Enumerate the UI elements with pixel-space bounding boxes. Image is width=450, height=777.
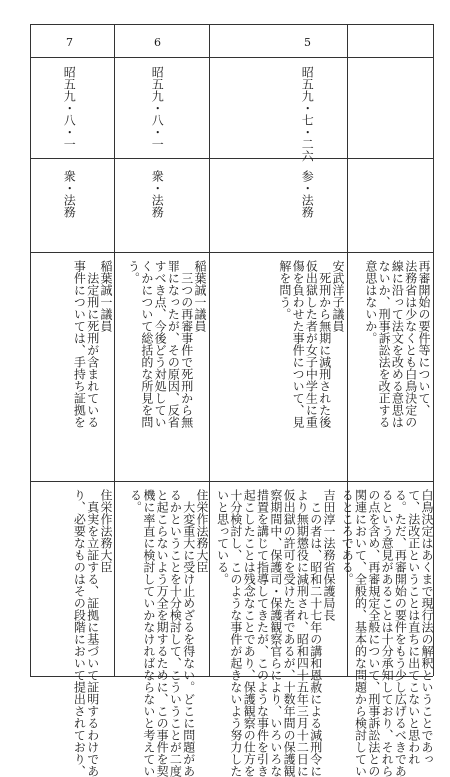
entry-number-6: 6 xyxy=(154,36,161,49)
entry-house-6: 衆・法務 xyxy=(150,170,165,218)
answer-entry-7: 住栄作法務大臣 真実を立証する、証拠に基づいて証明するわけであ り、必要なものはその段階において提出されており、 xyxy=(72,489,113,777)
row-divider-houses xyxy=(30,252,433,253)
answer-entry-6: 住栄作法務大臣 大変重大に受け止めざるを得ない。どこに問題があ るかということを十分検討して、こういうことが二度 と起こらないよう万全を期するために、この事件を契 機に率直に検討していかなければならないと考えてい る。 xyxy=(128,489,209,777)
question-entry-7: 稲葉誠一議員 法定刑に死刑が含まれている 事件については、手持ち証拠を xyxy=(72,260,113,428)
entry-house-7: 衆・法務 xyxy=(62,170,77,218)
question-entry-5: 安武洋子議員 死刑から無期に減刑された後 仮出獄した者が女子中学生に重 傷を負わせた事件について、見 解を問う。 xyxy=(277,260,345,428)
row-divider-dates xyxy=(30,158,433,159)
entry-date-7: 昭五九・八・一 xyxy=(62,66,77,150)
top-rule xyxy=(30,24,433,25)
answer-continued-from-previous: 白鳥決定はあくまで現行法の解釈ということであっ て、法改正ということは直ちに出てこないと思われ る。ただ、再審開始の要件をもう少し広げるべきであ るという意見があることは十分承知しており、それら の点を含め、再審規定全般について、刑事訴訟法との 関連において、全般的、基本的な問題から検討してい るところである。 xyxy=(340,489,434,777)
entry-number-7: 7 xyxy=(66,36,73,49)
column-divider-7-6 xyxy=(114,24,115,676)
entry-number-5: 5 xyxy=(304,36,311,49)
column-divider-6-5 xyxy=(209,24,210,676)
question-entry-6: 稲葉誠一議員 三つの再審事件で死刑から無 罪になったが、その原因、反省 すべき点、今後どう対処してい くかについて総括的な所見を問 う。 xyxy=(126,260,207,428)
column-divider-left xyxy=(30,24,31,676)
answer-entry-5: 吉田淳一法務省保護局長 この者は、昭和二十七年の講和恩赦による減刑令に より無期懲役に減刑され、昭和四十五年三月十二日に 仮出獄の許可を受けた者であるが、十数年間の保護観 察期間中、保護司・保護観察官らにより、いろいろな 措置を講じて指導してきたが、このような事件を引き 起こしたことは残念なことであり、保護観察の仕方を 十分検討し、このような事件が起きないよう努力した いと思っている。 xyxy=(215,489,336,777)
entry-date-5: 昭五九・七・二六 xyxy=(300,66,315,162)
question-continued-from-previous: 再審開始の要件等について、 法務省は少なくとも白鳥決定の 線に沿って法文を改める意思は ないか、刑事訴訟法を改正する 意思はないか。 xyxy=(363,260,431,428)
row-divider-numbers xyxy=(30,57,433,58)
entry-date-6: 昭五九・八・一 xyxy=(150,66,165,150)
row-divider-questions xyxy=(30,481,433,482)
entry-house-5: 参・法務 xyxy=(300,170,315,218)
